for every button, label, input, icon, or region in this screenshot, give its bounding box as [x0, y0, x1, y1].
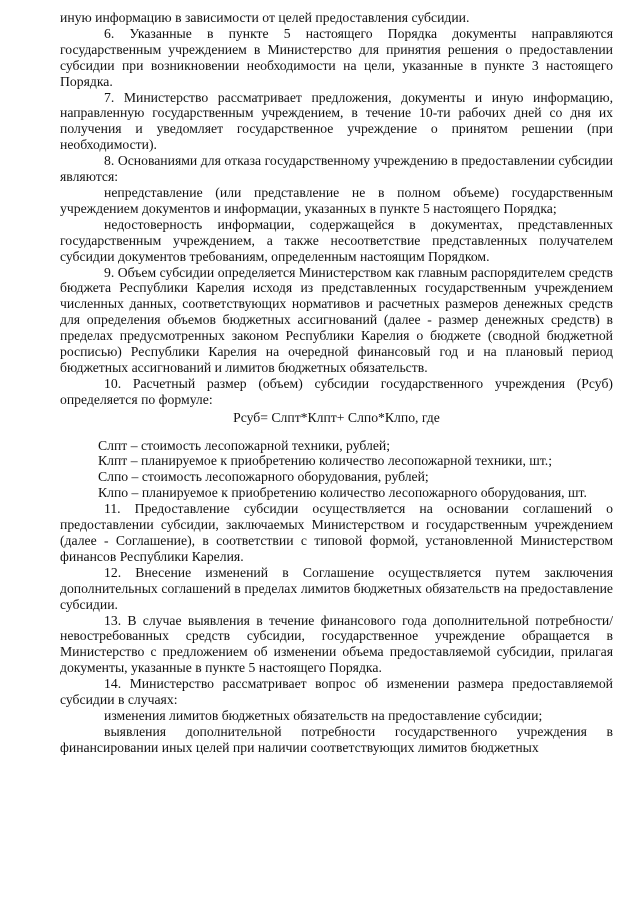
- definition-klpt: Клпт – планируемое к приобретению количество лесопожарной техники, шт.;: [98, 453, 553, 469]
- definition-klpo: Клпо – планируемое к приобретению количество лесопожарного оборудования, шт.: [98, 485, 587, 501]
- paragraph-8: 8. Основаниями для отказа государственному учреждению в предоставлении субсидии являются:: [60, 153, 613, 185]
- definition-slpo: Слпо – стоимость лесопожарного оборудования, рублей;: [98, 469, 429, 485]
- paragraph-6: 6. Указанные в пункте 5 настоящего Порядка документы направляются государственным учреждением в Министерство для принятия решения о предоставлении субсидии при возникновении необходимости на цели, указанные в пункте 3 настоящего Порядка.: [60, 25, 613, 89]
- paragraph-11: 11. Предоставление субсидии осуществляется на основании соглашений о предоставлении субсидии, заключаемых Министерством и государственным учреждением (далее - Соглашение), в соответствии с типовой формой, установленной Министерством финансов Республики Карелия.: [60, 501, 613, 564]
- paragraph-7: 7. Министерство рассматривает предложения, документы и иную информацию, направленную государственным учреждением, в течение 10-ти рабочих дней со дня их получения и уведомляет государственное учреждение о принятом решении (при необходимости).: [60, 89, 613, 153]
- formula: Рсуб= Слпт*Клпт+ Слпо*Клпо, где: [233, 409, 440, 425]
- definition-slpt: Слпт – стоимость лесопожарной техники, рублей;: [98, 437, 391, 453]
- paragraph-8-item-a: непредставление (или представление не в полном объеме) государственным учреждением документов и информации, указанных в пункте 5 настоящего Порядка;: [60, 184, 613, 216]
- document-page: [60, 10, 613, 756]
- paragraph-10: 10. Расчетный размер (объем) субсидии государственного учреждения (Рсуб) определяется по формуле:: [60, 375, 613, 407]
- paragraph-9: 9. Объем субсидии определяется Министерством как главным распорядителем средств бюджета Республики Карелия исходя из представленных государственным учреждением численных данных, соответствующих нормативов и расчетных размеров денежных средств для определения объемов бюджетных ассигнований (далее - размер денежных средств) в пределах предусмотренных законом Республики Карелия о бюджете (сводной бюджетной росписью) Республики Карелия на очередной финансовый год и на плановый период бюджетных ассигнований и лимитов бюджетных обязательств.: [60, 264, 613, 375]
- paragraph-14: 14. Министерство рассматривает вопрос об изменении размера предоставляемой субсидии в случаях:: [60, 676, 613, 708]
- paragraph-14-item-a: изменения лимитов бюджетных обязательств на предоставление субсидии;: [104, 707, 543, 723]
- paragraph-14-item-b: выявления дополнительной потребности государственного учреждения в финансировании иных целей при наличии соответствующих лимитов бюджетных: [60, 723, 613, 755]
- paragraph-8-item-b: недостоверность информации, содержащейся в документах, представленных государственным учреждением, а также несоответствие представленных получателем субсидии документов требованиям, определенным настоящим Порядком.: [60, 216, 613, 264]
- paragraph: иную информацию в зависимости от целей предоставления субсидии.: [60, 10, 470, 25]
- paragraph-13: 13. В случае выявления в течение финансового года дополнительной потребности/невостребованных средств субсидии, государственное учреждение обращается в Министерство с предложением об изменении объема предоставляемой субсидии, прилагая документы, указанные в пункте 5 настоящего Порядка.: [60, 612, 613, 676]
- paragraph-12: 12. Внесение изменений в Соглашение осуществляется путем заключения дополнительных соглашений в пределах лимитов бюджетных обязательств на предоставление субсидии.: [60, 564, 613, 612]
